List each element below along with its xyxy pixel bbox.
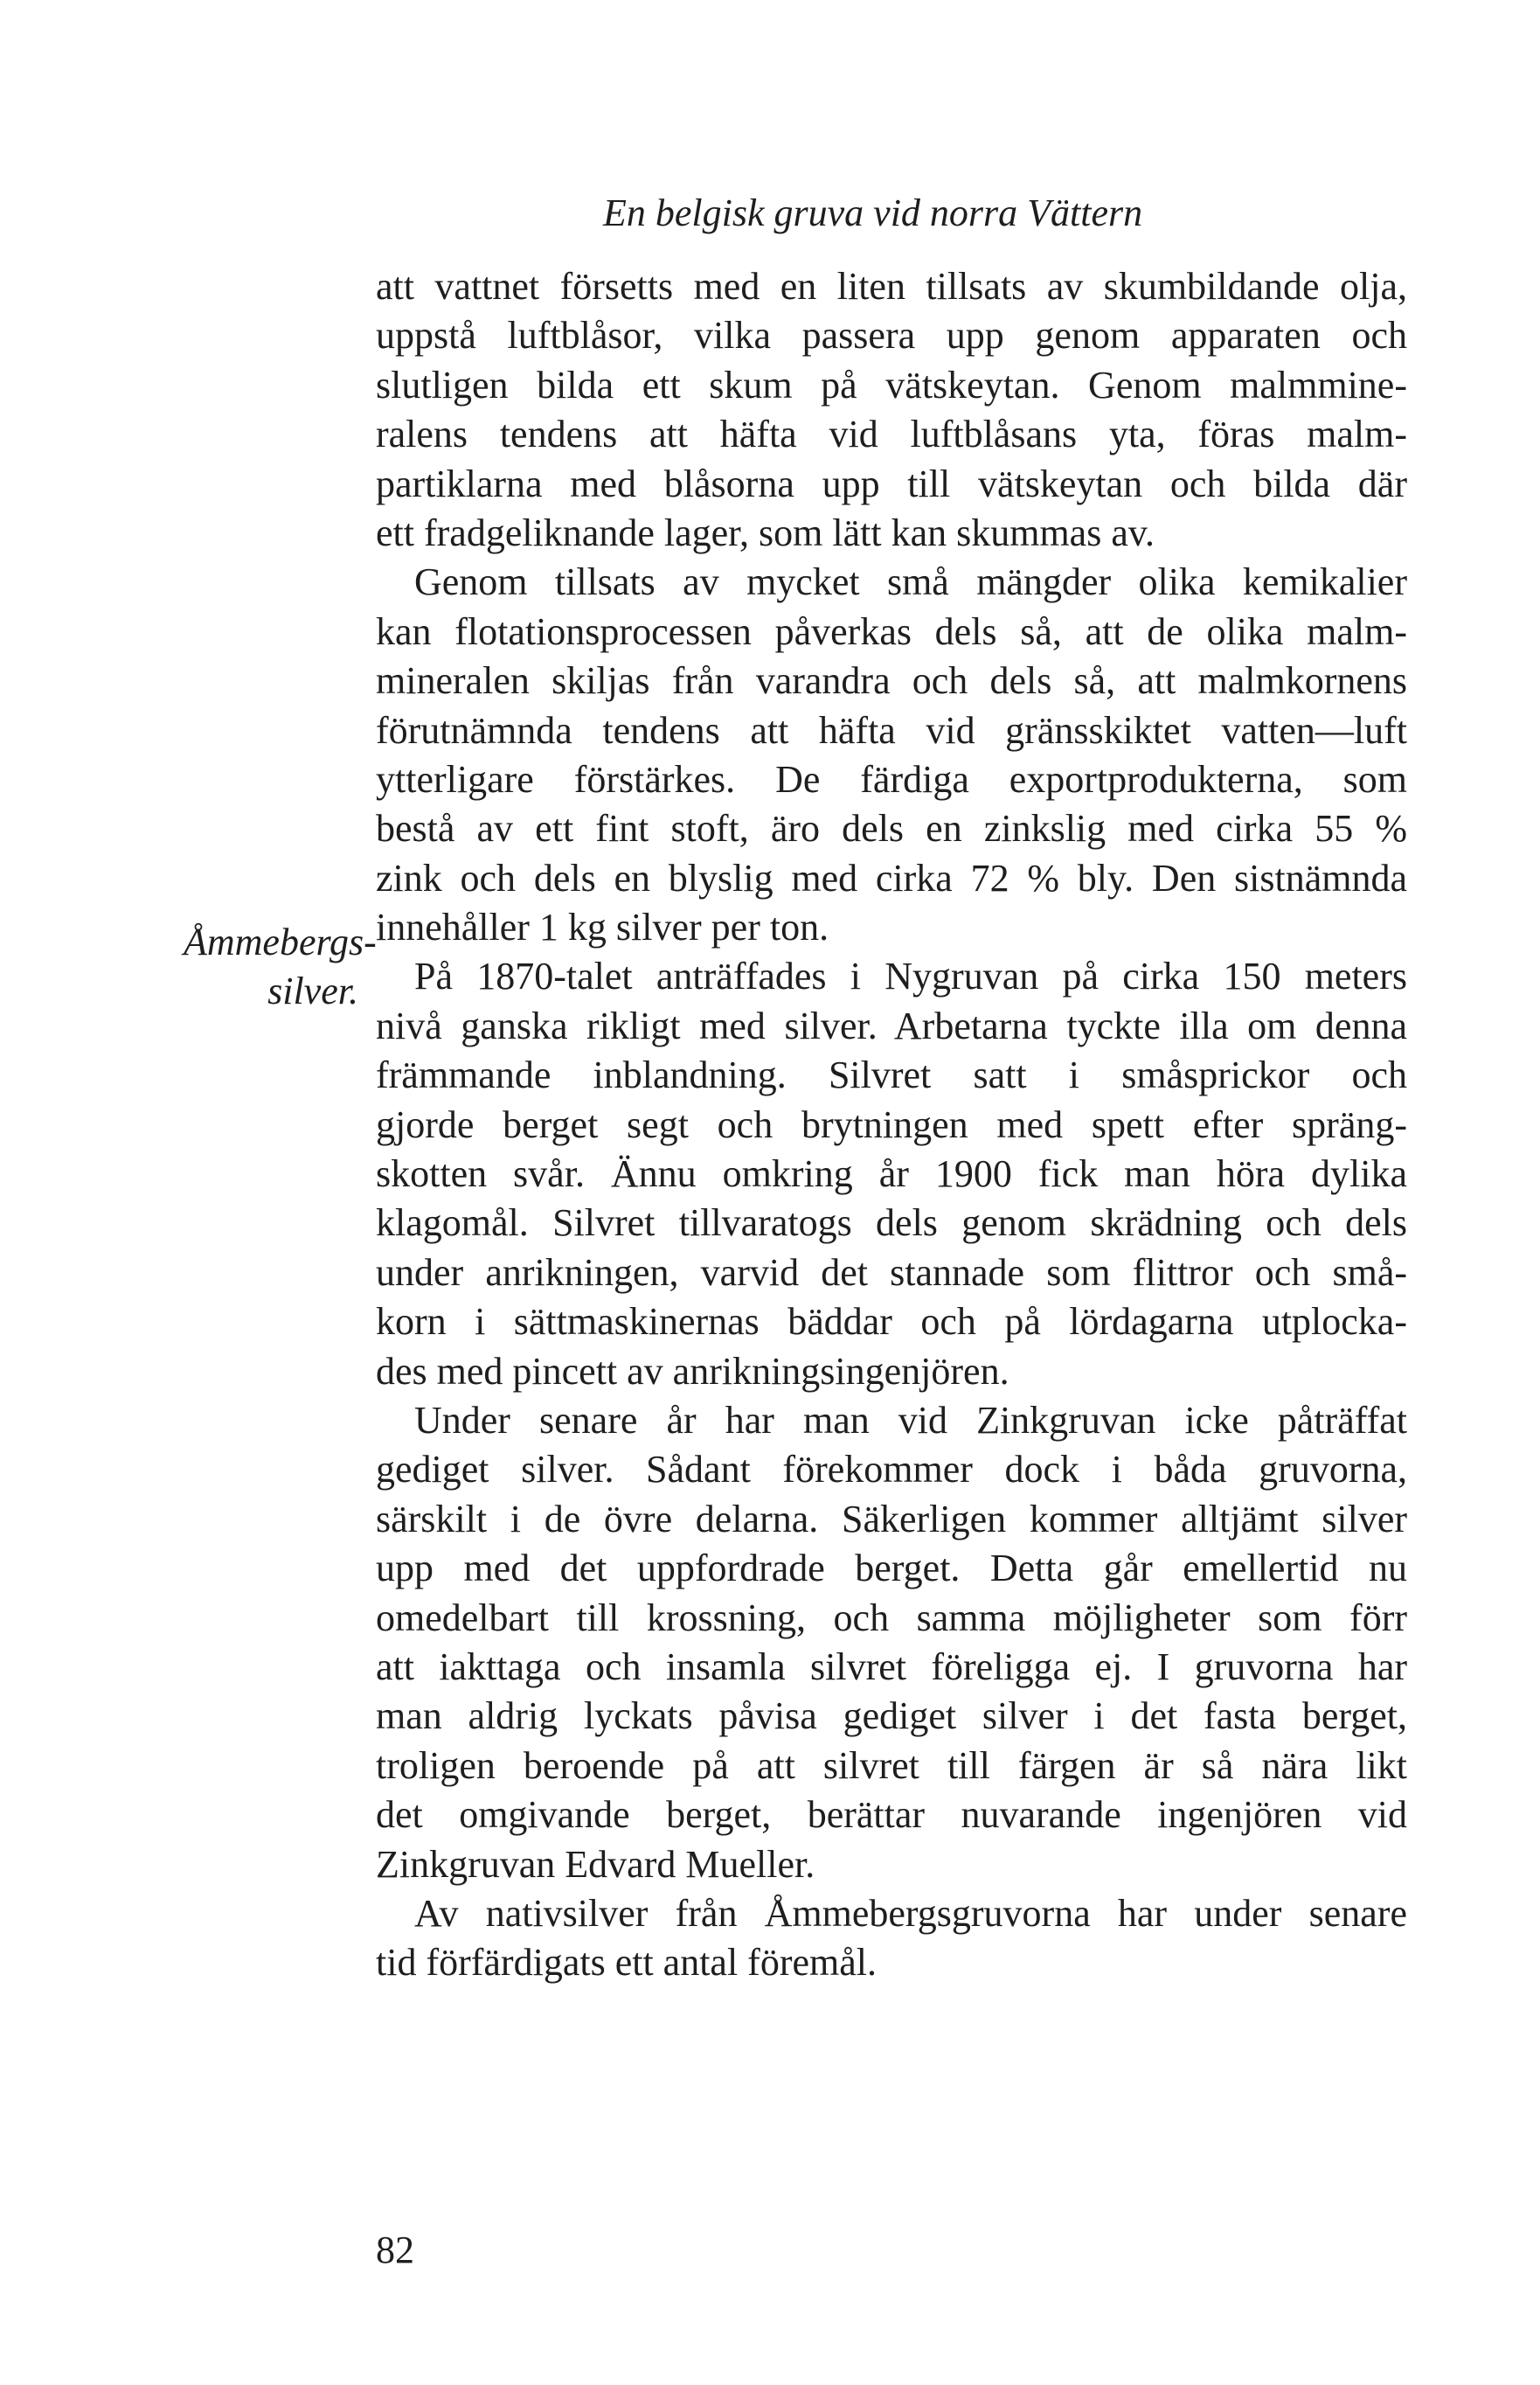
text-line: upp med det uppfordrade berget. Detta går emellertid nu bbox=[376, 1547, 1407, 1590]
text-line: Av nativsilver från Åmmebergsgruvorna har under senare bbox=[414, 1891, 1407, 1935]
text-line: främmande inblandning. Silvret satt i småsprickor och bbox=[376, 1053, 1407, 1097]
text-line: skotten svår. Ännu omkring år 1900 fick man höra dylika bbox=[376, 1152, 1407, 1196]
text-line: gediget silver. Sådant förekommer dock i båda gruvorna, bbox=[376, 1448, 1407, 1491]
margin-note-line: silver. bbox=[267, 970, 358, 1013]
body-text bbox=[376, 262, 1407, 1988]
text-line: innehåller 1 kg silver per ton. bbox=[376, 906, 829, 949]
text-line: gjorde berget segt och brytningen med spett efter spräng- bbox=[376, 1102, 1407, 1146]
text-line: ett fradgeliknande lager, som lätt kan skummas av. bbox=[376, 511, 1155, 554]
text-line: På 1870-talet anträffades i Nygruvan på cirka 150 meters bbox=[414, 955, 1407, 998]
text-line: förutnämnda tendens att häfta vid gränsskiktet vatten—luft bbox=[376, 708, 1407, 752]
margin-note bbox=[184, 918, 377, 1017]
text-line: kan flotationsprocessen påverkas dels så, att de olika malm- bbox=[376, 609, 1407, 653]
running-header: En belgisk gruva vid norra Vättern bbox=[603, 191, 1143, 234]
text-line: des med pincett av anrikningsingenjören. bbox=[376, 1349, 1009, 1393]
text-line: klagomål. Silvret tillvaratogs dels genom skrädning och dels bbox=[376, 1201, 1407, 1245]
text-line: korn i sättmaskinernas bäddar och på lördagarna utplocka- bbox=[376, 1300, 1407, 1344]
text-line: man aldrig lyckats påvisa gediget silver i det fasta berget, bbox=[376, 1694, 1407, 1738]
text-line: att iakttaga och insamla silvret föreligga ej. I gruvorna har bbox=[376, 1644, 1407, 1688]
text-line: ralens tendens att häfta vid luftblåsans yta, föras malm- bbox=[376, 413, 1407, 456]
text-line: Genom tillsats av mycket små mängder olika kemikalier bbox=[414, 560, 1407, 604]
text-line: mineralen skiljas från varandra och dels så, att malmkornens bbox=[376, 659, 1407, 703]
text-line: Zinkgruvan Edvard Mueller. bbox=[376, 1842, 815, 1886]
text-line: partiklarna med blåsorna upp till vätskeytan och bilda där bbox=[376, 462, 1407, 505]
page-number: 82 bbox=[376, 2229, 414, 2271]
text-line: bestå av ett fint stoft, äro dels en zinkslig med cirka 55 % bbox=[376, 807, 1407, 851]
text-line: tid förfärdigats ett antal föremål. bbox=[376, 1941, 877, 1985]
text-line: att vattnet försetts med en liten tillsats av skumbildande olja, bbox=[376, 265, 1407, 308]
text-line: slutligen bilda ett skum på vätskeytan. Genom malmmine- bbox=[376, 363, 1407, 407]
text-line: zink och dels en blyslig med cirka 72 % bly. Den sistnämnda bbox=[376, 856, 1407, 900]
margin-note-line: Åmmebergs- bbox=[184, 921, 377, 963]
text-line: det omgivande berget, berättar nuvarande ingenjören vid bbox=[376, 1793, 1407, 1837]
text-line: Under senare år har man vid Zinkgruvan icke påträffat bbox=[414, 1398, 1407, 1442]
text-line: omedelbart till krossning, och samma möjligheter som förr bbox=[376, 1596, 1407, 1639]
text-line: ytterligare förstärkes. De färdiga exportprodukterna, som bbox=[376, 757, 1407, 801]
text-line: troligen beroende på att silvret till färgen är så nära likt bbox=[376, 1743, 1407, 1787]
text-line: uppstå luftblåsor, vilka passera upp genom apparaten och bbox=[376, 314, 1407, 358]
text-line: under anrikningen, varvid det stannade som flittror och små- bbox=[376, 1250, 1407, 1294]
text-line: särskilt i de övre delarna. Säkerligen kommer alltjämt silver bbox=[376, 1497, 1407, 1540]
text-line: nivå ganska rikligt med silver. Arbetarna tyckte illa om denna bbox=[376, 1004, 1407, 1047]
